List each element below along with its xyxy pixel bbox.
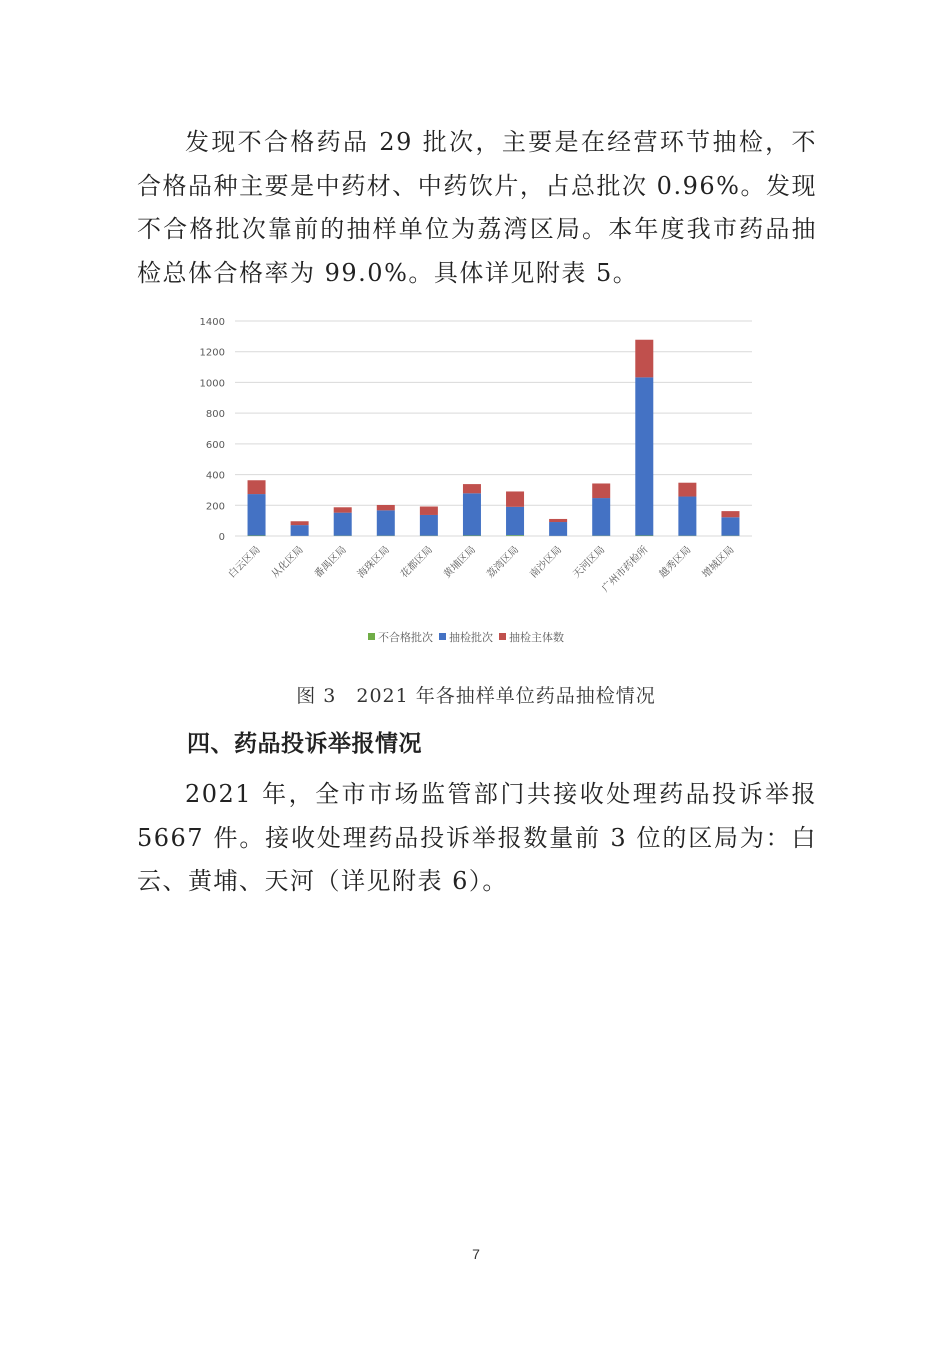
bar-segment (549, 522, 567, 536)
x-tick-label: 越秀区局 (657, 544, 694, 581)
x-tick-label: 天河区局 (571, 544, 608, 581)
x-tick-label: 海珠区局 (355, 544, 392, 581)
y-tick-label: 600 (205, 439, 225, 451)
x-tick-label: 黄埔区局 (442, 544, 479, 581)
x-tick-label: 从化区局 (269, 544, 306, 581)
bar-segment (635, 340, 653, 378)
legend-swatch (368, 633, 375, 640)
bar-segment (506, 535, 524, 536)
bar-segment (420, 515, 438, 536)
figure-caption: 图 3 2021 年各抽样单位药品抽检情况 (296, 685, 656, 707)
bar-segment (506, 507, 524, 535)
x-tick-label: 白云区局 (226, 544, 263, 581)
chart-bars (248, 340, 740, 536)
legend-label: 抽检主体数 (509, 631, 564, 644)
legend-label: 不合格批次 (378, 631, 433, 644)
bar-segment (420, 507, 438, 515)
y-tick-label: 0 (218, 532, 225, 543)
bar-segment (334, 513, 352, 536)
bar-segment (248, 480, 266, 494)
y-axis-tick-labels (200, 317, 225, 543)
body-paragraph-1: 发现不合格药品 29 批次，主要是在经营环节抽检，不合格品种主要是中药材、中药饮片，占总批次 0.96%。发现不合格批次靠前的抽样单位为荔湾区局。本年度我市药品抽检总体合格率为 99.0%。具体详见附表 5。 (137, 128, 817, 287)
bar-segment (678, 497, 696, 536)
bar-chart (180, 305, 780, 665)
bar-segment (377, 510, 395, 535)
x-tick-label: 荔湾区局 (485, 544, 522, 581)
bar-segment (377, 505, 395, 510)
y-tick-label: 1000 (199, 378, 225, 390)
bar-segment (463, 493, 481, 535)
bar-segment (334, 507, 352, 512)
bar-segment (635, 377, 653, 535)
legend-swatch (499, 633, 506, 640)
x-tick-label: 增城区局 (700, 544, 737, 581)
y-tick-label: 400 (205, 470, 225, 482)
y-tick-label: 200 (205, 501, 225, 513)
y-tick-label: 1200 (199, 347, 225, 359)
bar-segment (506, 491, 524, 506)
bar-segment (678, 483, 696, 497)
bar-segment (463, 484, 481, 493)
chart-gridlines (235, 321, 752, 536)
bar-segment (592, 498, 610, 536)
page-number: 7 (472, 1246, 480, 1262)
body-paragraph-2: 2021 年，全市市场监管部门共接收处理药品投诉举报 5667 件。接收处理药品投诉举报数量前 3 位的区局为：白云、黄埔、天河（详见附表 6）。 (137, 780, 817, 895)
bar-segment (721, 511, 739, 517)
legend-swatch (439, 633, 446, 640)
bar-segment (592, 483, 610, 498)
chart-legend (368, 630, 564, 644)
bar-segment (248, 494, 266, 535)
x-tick-label: 南沙区局 (528, 544, 565, 581)
bar-segment (291, 521, 309, 525)
y-tick-label: 800 (205, 409, 225, 421)
y-tick-label: 1400 (199, 317, 225, 328)
bar-segment (291, 525, 309, 536)
x-tick-label: 番禺区局 (312, 544, 349, 581)
x-tick-label: 广州市药检所 (600, 544, 651, 595)
x-tick-label: 花都区局 (398, 544, 435, 581)
bar-segment (721, 517, 739, 535)
x-axis-tick-labels (225, 543, 736, 595)
legend-label: 抽检批次 (449, 631, 493, 644)
bar-segment (549, 519, 567, 522)
section-heading: 四、药品投诉举报情况 (187, 731, 422, 757)
